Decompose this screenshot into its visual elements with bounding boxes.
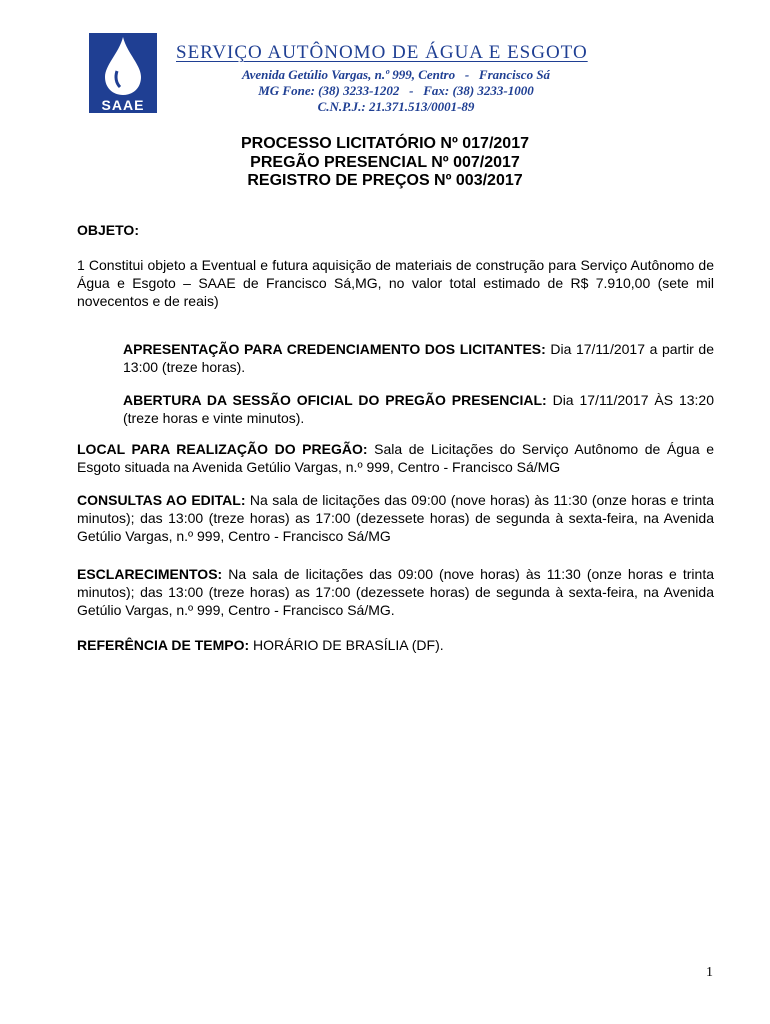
esclarecimentos-label: ESCLARECIMENTOS: [77, 566, 223, 582]
abertura-label: ABERTURA DA SESSÃO OFICIAL DO PREGÃO PRESENCIAL: [123, 392, 547, 408]
cnpj-line: C.N.P.J.: 21.371.513/0001-89 [317, 99, 475, 114]
address-line: Avenida Getúlio Vargas, n.º 999, Centro - Francisco Sá [241, 67, 551, 82]
page-number: 1 [706, 965, 713, 980]
pregao-title: PREGÃO PRESENCIAL Nº 007/2017 [250, 153, 520, 171]
phone-line: MG Fone: (38) 3233-1202 - Fax: (38) 3233-1000 [258, 83, 534, 98]
saae-logo [89, 33, 157, 113]
abertura-text: Dia 17/11/2017 ÀS 13:20 (treze horas e vinte minutos). [123, 392, 714, 426]
consultas-label: CONSULTAS AO EDITAL: [77, 492, 246, 508]
water-drop-icon [89, 33, 157, 97]
logo-lettering: SAAE [89, 97, 157, 113]
organization-name: SERVIÇO AUTÔNOMO DE ÁGUA E ESGOTO [176, 42, 588, 63]
credenciamento-label: APRESENTAÇÃO PARA CREDENCIAMENTO DOS LICITANTES: [123, 341, 546, 357]
objeto-label: OBJETO: [77, 222, 139, 238]
credenciamento-text: Dia 17/11/2017 a partir de 13:00 (treze horas). [123, 341, 714, 375]
referencia-text: HORÁRIO DE BRASÍLIA (DF). [249, 637, 444, 653]
document-titles [0, 135, 770, 191]
objeto-text: 1 Constitui objeto a Eventual e futura aquisição de materiais de construção para Serviço Autônomo de Água e Esgoto – SAAE de Francisco Sá,MG, no valor total estimado de R$ 7.910,00 (sete mil novecentos e de reais) [77, 257, 714, 309]
consultas-text: Na sala de licitações das 09:00 (nove horas) às 11:30 (onze horas e trinta minutos); das 13:00 (treze horas) as 17:00 (dezessete horas) de segunda à sexta-feira, na Avenida Getúlio Vargas, n.º 999, Centro - Francisco Sá/MG [77, 492, 715, 544]
local-paragraph [77, 440, 714, 476]
credenciamento-paragraph [123, 340, 714, 376]
local-label: LOCAL PARA REALIZAÇÃO DO PREGÃO: [77, 441, 368, 457]
referencia-paragraph [77, 636, 714, 654]
registro-title: REGISTRO DE PREÇOS Nº 003/2017 [247, 172, 523, 189]
referencia-label: REFERÊNCIA DE TEMPO: [77, 637, 250, 653]
abertura-paragraph [123, 391, 714, 427]
esclarecimentos-paragraph [77, 565, 714, 619]
local-text: Sala de Licitações do Serviço Autônomo de Água e Esgoto situada na Avenida Getúlio Vargas, n.º 999, Centro - Francisco Sá/MG [77, 441, 714, 475]
esclarecimentos-text: Na sala de licitações das 09:00 (nove horas) às 11:30 (onze horas e trinta minutos); das 13:00 (treze horas) as 17:00 (dezessete horas) de segunda à sexta-feira, na Avenida Getúlio Vargas, n.º 999, Centro - Francisco Sá/MG. [77, 566, 714, 618]
process-title: PROCESSO LICITATÓRIO Nº 017/2017 [241, 135, 529, 152]
consultas-paragraph [77, 491, 714, 545]
